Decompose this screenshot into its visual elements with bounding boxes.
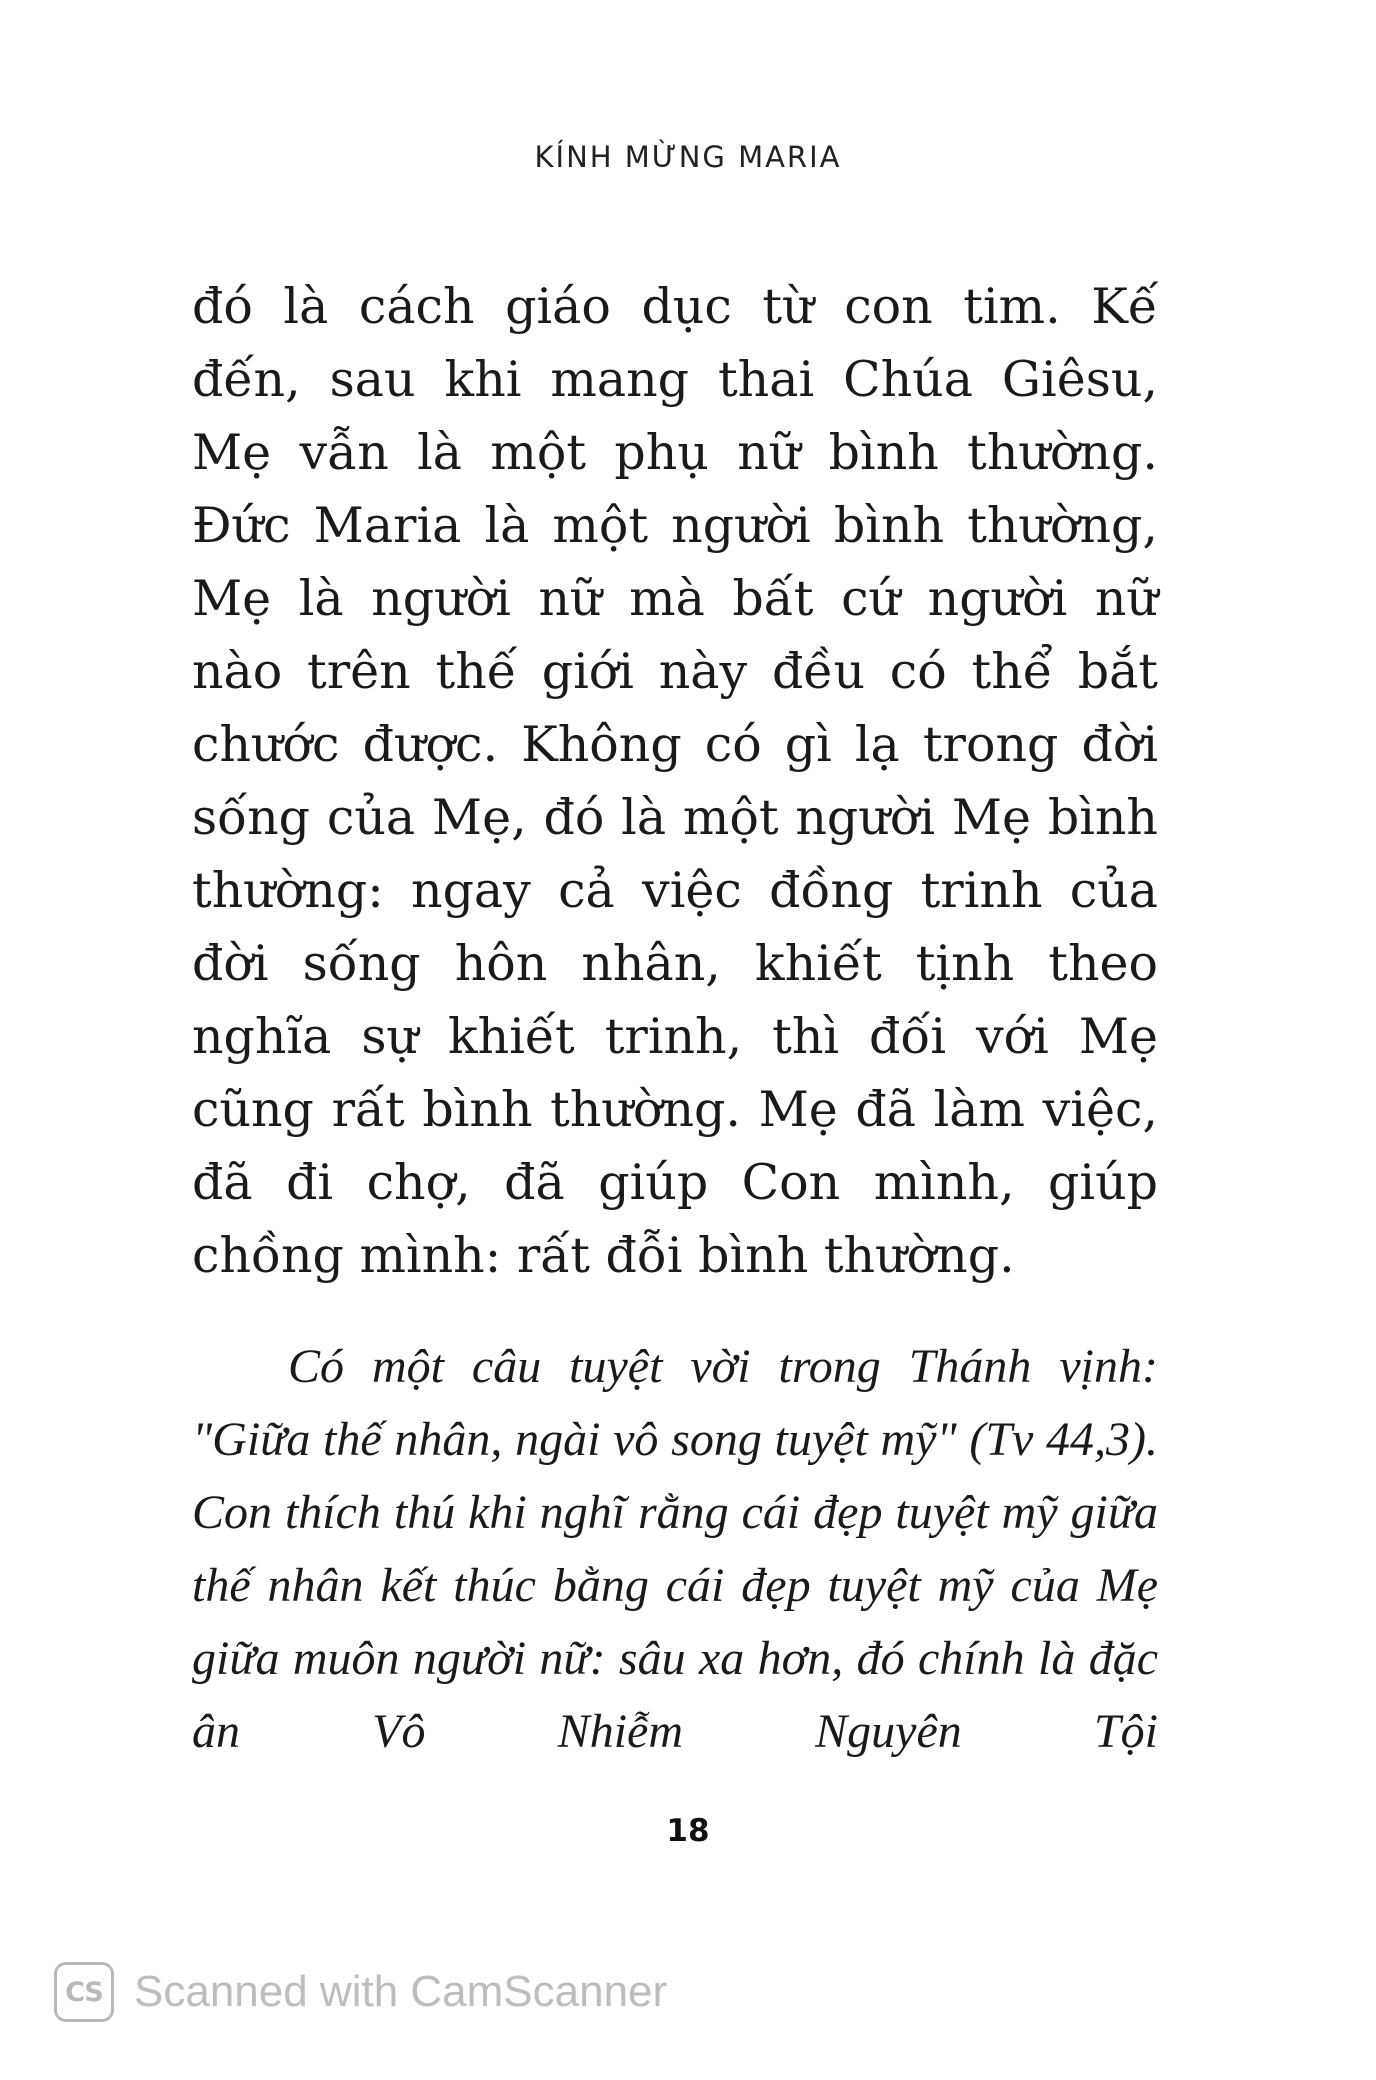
running-header: KÍNH MỪNG MARIA xyxy=(534,140,842,174)
camscanner-logo-icon: CS xyxy=(54,1962,114,2022)
page-number: 18 xyxy=(666,1813,710,1849)
body-paragraph: đó là cách giáo dục từ con tim. Kế đến, sau khi mang thai Chúa Giêsu, Mẹ vẫn là một phụ nữ bình thường. Đức Maria là một người bình thường, Mẹ là người nữ mà bất cứ người nữ nào trên thế giới này đều có thể bắt chước được. Không có gì lạ trong đời sống của Mẹ, đó là một người Mẹ bình thường: ngay cả việc đồng trinh của đời sống hôn nhân, khiết tịnh theo nghĩa sự khiết trinh, thì đối với Mẹ cũng rất bình thường. Mẹ đã làm việc, đã đi chợ, đã giúp Con mình, giúp chồng mình: rất đỗi bình thường. xyxy=(192,278,1158,1284)
watermark-text: Scanned with CamScanner xyxy=(134,1967,668,2016)
italic-paragraph: Có một câu tuyệt vời trong Thánh vịnh: "Giữa thế nhân, ngài vô song tuyệt mỹ" (Tv 44,3). Con thích thú khi nghĩ rằng cái đẹp tuyệt mỹ giữa thế nhân kết thúc bằng cái đẹp tuyệt mỹ của Mẹ giữa muôn người nữ: sâu xa hơn, đó chính là đặc ân Vô Nhiễm Nguyên Tội xyxy=(192,1340,1158,1758)
camscanner-watermark xyxy=(54,1960,667,2024)
